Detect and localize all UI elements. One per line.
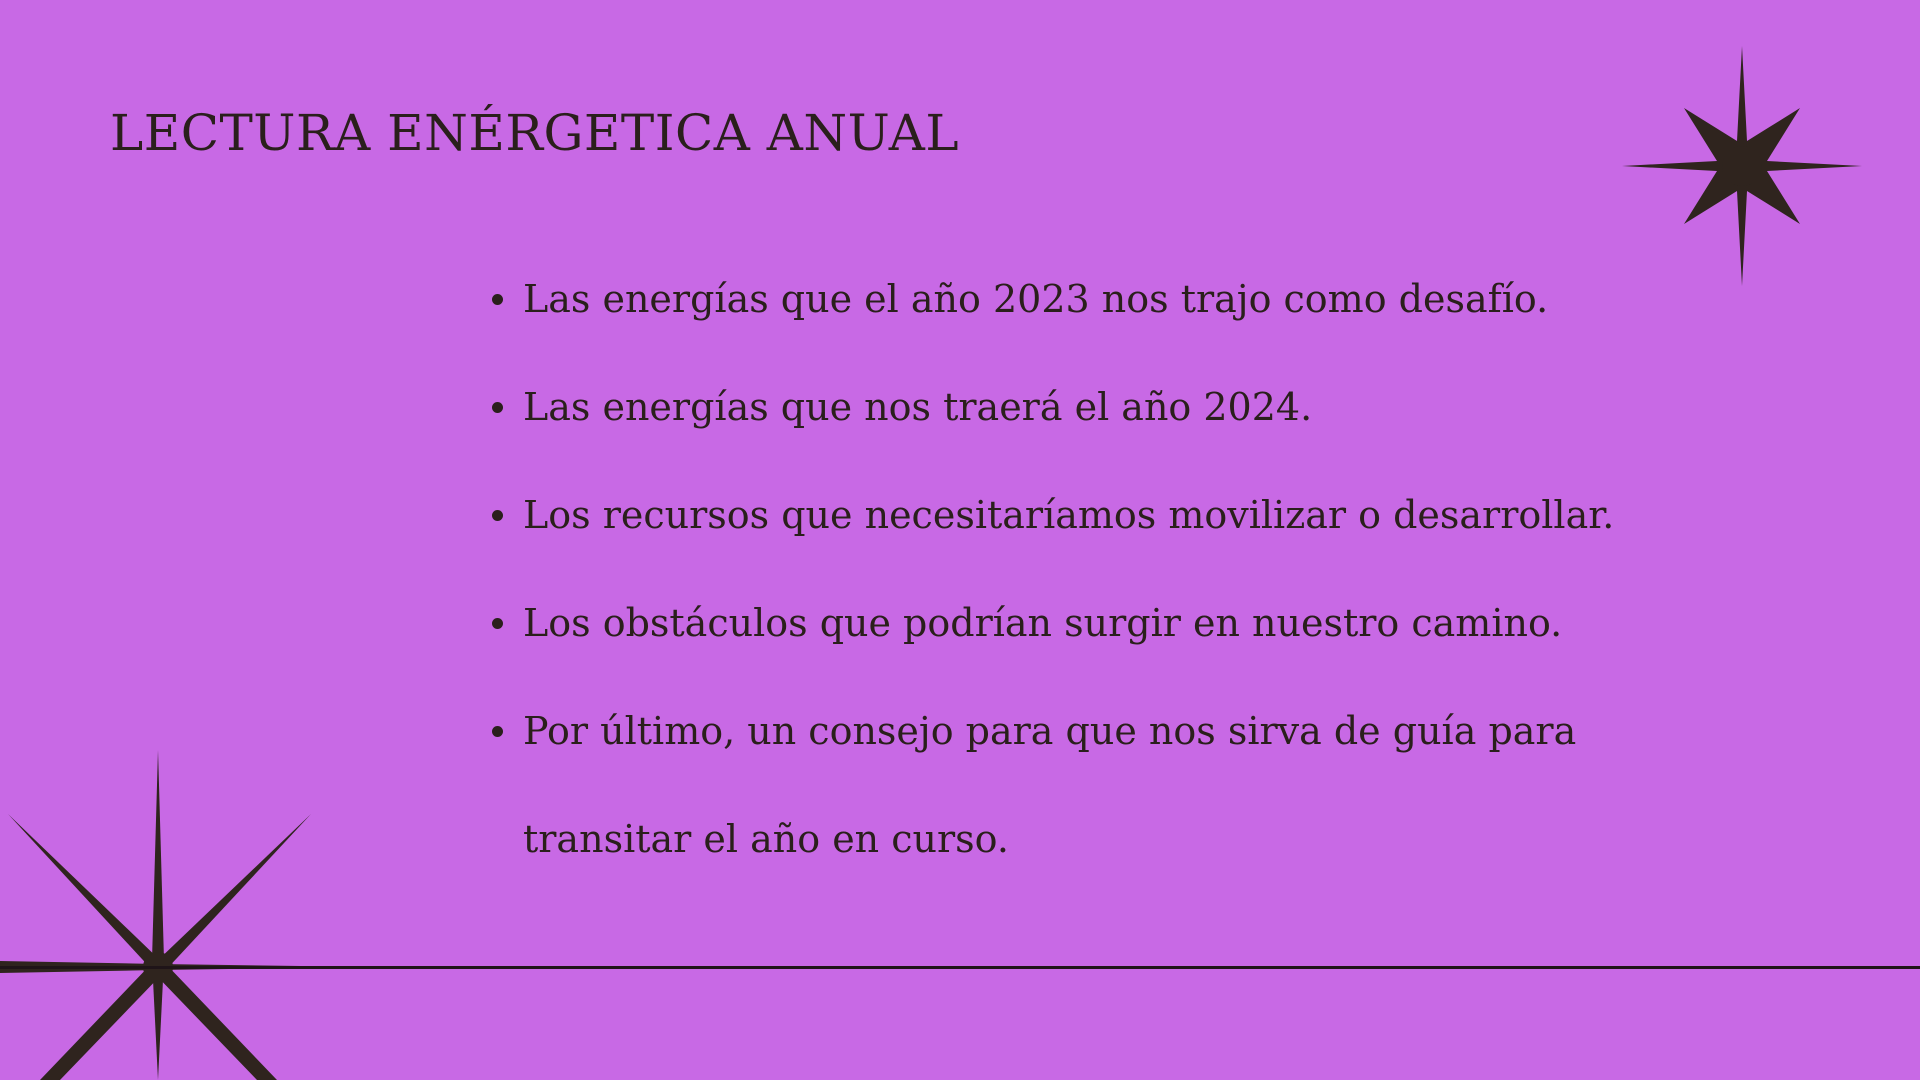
bullet-dot — [492, 726, 503, 737]
bullet-text: Por último, un consejo para que nos sirva de guía para — [523, 709, 1577, 753]
bullet-dot — [492, 510, 503, 521]
bullet-item — [490, 245, 1690, 353]
sparkle-star-icon — [1620, 44, 1864, 288]
bullet-text-continuation: transitar el año en curso. — [523, 817, 1009, 861]
bullet-item — [490, 569, 1690, 677]
bullet-item — [490, 461, 1690, 569]
starburst-icon — [0, 750, 380, 1080]
bullet-text: Los recursos que necesitaríamos movilizar o desarrollar. — [523, 493, 1615, 537]
slide-title: LECTURA ENÉRGETICA ANUAL — [110, 104, 960, 162]
bullet-item — [490, 353, 1690, 461]
bullet-text: Las energías que el año 2023 nos trajo como desafío. — [523, 277, 1549, 321]
divider-line — [0, 966, 1920, 969]
bullet-text: Los obstáculos que podrían surgir en nuestro camino. — [523, 601, 1563, 645]
bullet-dot — [492, 402, 503, 413]
bullet-list — [490, 245, 1690, 893]
bullet-text: Las energías que nos traerá el año 2024. — [523, 385, 1313, 429]
bullet-dot — [492, 294, 503, 305]
bullet-item — [490, 677, 1690, 893]
bullet-dot — [492, 618, 503, 629]
